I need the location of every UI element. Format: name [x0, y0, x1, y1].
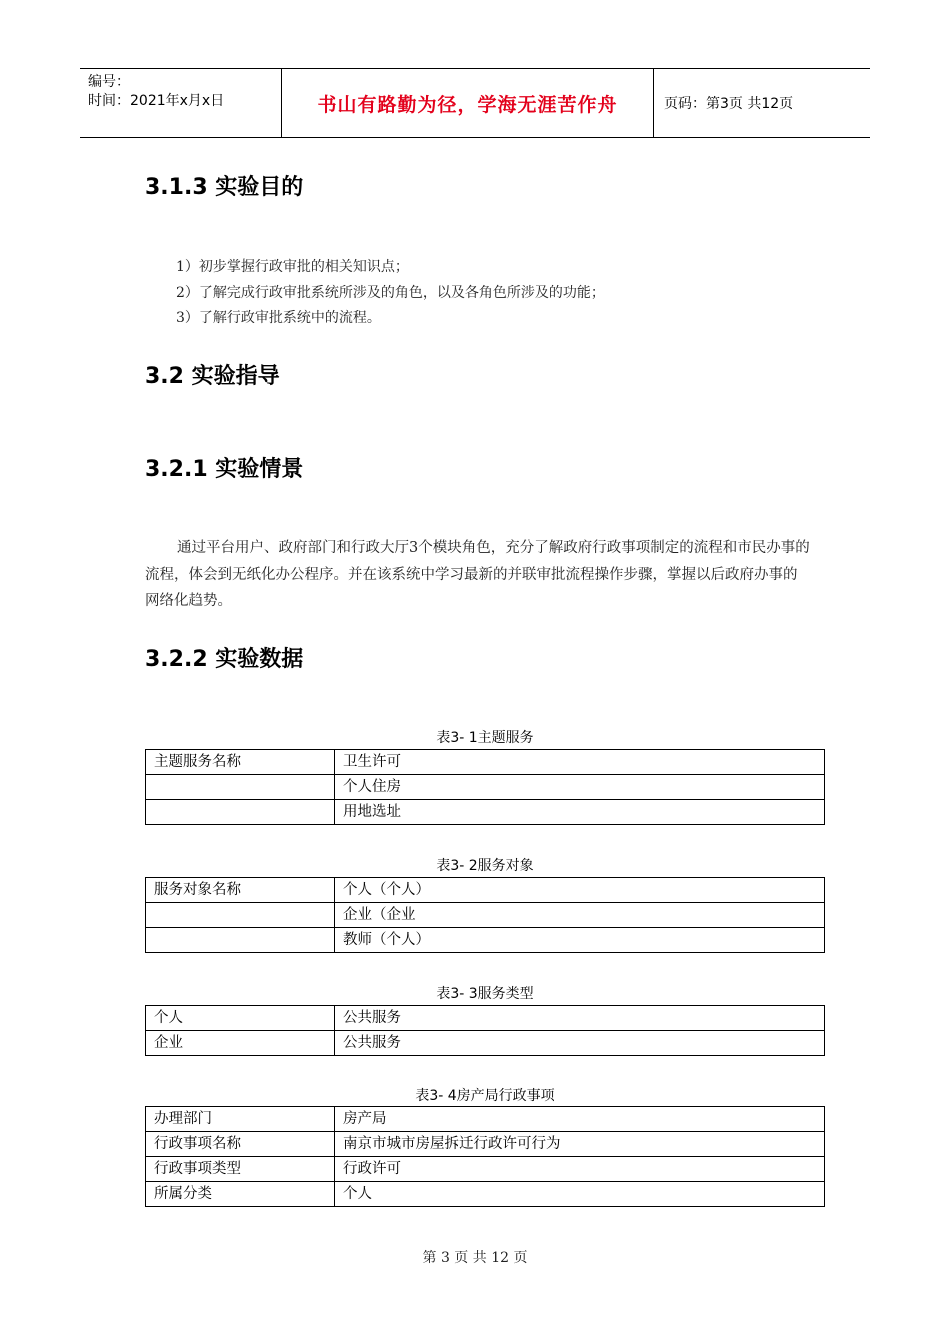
service-object-table	[145, 877, 825, 953]
table-row	[146, 928, 825, 953]
table-row	[146, 903, 825, 928]
table-cell: 教师（个人）	[335, 928, 825, 953]
table-cell	[146, 800, 335, 825]
service-type-table	[145, 1005, 825, 1056]
table-cell: 卫生许可	[335, 750, 825, 775]
table-row	[146, 1031, 825, 1056]
header-meta	[80, 69, 282, 137]
table-cell: 行政事项名称	[146, 1132, 335, 1157]
list-item: 2）了解完成行政审批系统所涉及的角色，以及各角色所涉及的功能；	[176, 284, 605, 301]
table-row	[146, 878, 825, 903]
heading-3-2-1: 3.2.1 实验情景	[145, 457, 304, 482]
heading-3-1-3: 3.1.3 实验目的	[145, 175, 304, 200]
table-row	[146, 1107, 825, 1132]
table-cell: 办理部门	[146, 1107, 335, 1132]
housing-bureau-matter-table	[145, 1106, 825, 1207]
table-caption: 表3- 4房产局行政事项	[415, 1088, 555, 1104]
table-cell: 南京市城市房屋拆迁行政许可行为	[335, 1132, 825, 1157]
page-header	[80, 68, 870, 138]
table-cell: 个人住房	[335, 775, 825, 800]
scenario-paragraph: 通过平台用户、政府部门和行政大厅3个模块角色，充分了解政府行政事项制定的流程和市民办事的流程，体会到无纸化办公程序。并在该系统中学习最新的并联审批流程操作步骤，掌握以后政府办事的网络化趋势。	[145, 540, 810, 609]
table-row	[146, 1132, 825, 1157]
table-cell: 企业	[146, 1031, 335, 1056]
table-cell	[146, 903, 335, 928]
table-cell: 服务对象名称	[146, 878, 335, 903]
table-caption: 表3- 1主题服务	[436, 730, 534, 746]
table-row	[146, 775, 825, 800]
table-row	[146, 750, 825, 775]
heading-3-2: 3.2 实验指导	[145, 364, 280, 389]
list-item: 3）了解行政审批系统中的流程。	[176, 310, 381, 326]
table-cell: 个人	[146, 1006, 335, 1031]
table-cell: 主题服务名称	[146, 750, 335, 775]
table-cell: 个人（个人）	[335, 878, 825, 903]
table-row	[146, 1182, 825, 1207]
table-row	[146, 1157, 825, 1182]
table-caption: 表3- 2服务对象	[436, 858, 534, 874]
document-date-label: 时间：2021年x月x日	[88, 93, 225, 109]
page-footer: 第 3 页 共 12 页	[422, 1250, 528, 1266]
table-row	[146, 1006, 825, 1031]
list-item: 1）初步掌握行政审批的相关知识点；	[176, 259, 409, 275]
table-cell: 所属分类	[146, 1182, 335, 1207]
table-cell: 公共服务	[335, 1006, 825, 1031]
theme-service-table	[145, 749, 825, 825]
table-cell: 用地选址	[335, 800, 825, 825]
table-cell: 个人	[335, 1182, 825, 1207]
objectives-list	[176, 255, 605, 332]
header-motto: 书山有路勤为径，学海无涯苦作舟	[282, 69, 654, 137]
table-row	[146, 800, 825, 825]
table-cell: 行政事项类型	[146, 1157, 335, 1182]
header-page-number: 页码：第3页 共12页	[664, 96, 794, 112]
document-number-label: 编号：	[88, 74, 130, 90]
table-cell	[146, 775, 335, 800]
table-cell: 企业（企业	[335, 903, 825, 928]
table-cell	[146, 928, 335, 953]
table-cell: 公共服务	[335, 1031, 825, 1056]
table-cell: 房产局	[335, 1107, 825, 1132]
table-cell: 行政许可	[335, 1157, 825, 1182]
table-caption: 表3- 3服务类型	[436, 986, 534, 1002]
heading-3-2-2: 3.2.2 实验数据	[145, 647, 304, 672]
